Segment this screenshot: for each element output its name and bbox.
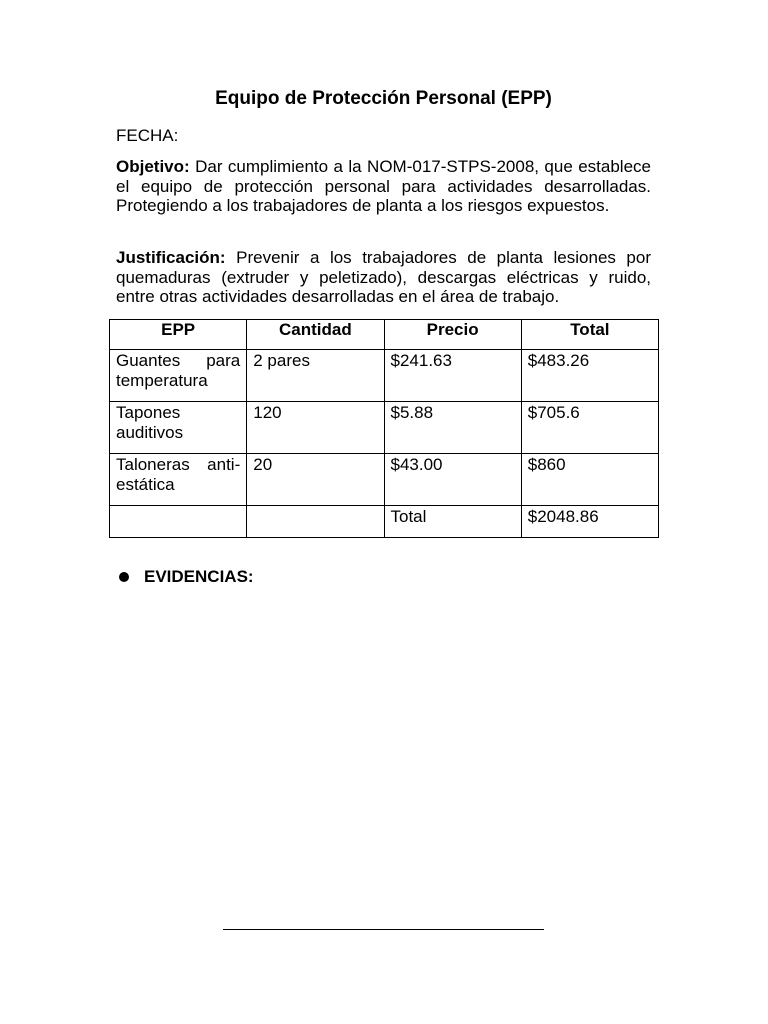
table-header-row [110,320,659,350]
objetivo-text: Dar cumplimiento a la NOM-017-STPS-2008, que establece el equipo de protección personal para actividades desarrolladas. Protegiendo a los trabajadores de planta a los riesgos expuestos. [116,157,651,215]
cell-total: $483.26 [521,350,658,402]
evidencias-label: EVIDENCIAS: [144,567,254,586]
cell-epp-line2: estática [116,475,175,494]
header-cantidad: Cantidad [247,320,384,350]
cell-epp-line1: Tapones [116,403,181,422]
cell-epp-line2: temperatura [116,371,208,390]
cell-precio: $5.88 [384,402,521,454]
cell-grand-total: $2048.86 [521,506,658,538]
justificacion-label: Justificación: [116,248,226,267]
objetivo-paragraph [116,157,651,216]
cell-epp [110,402,247,454]
cell-total: $860 [521,454,658,506]
fecha-label: FECHA: [116,126,179,145]
document-title: Equipo de Protección Personal (EPP) [215,88,552,109]
objetivo-label: Objetivo: [116,157,190,176]
cell-epp [110,350,247,402]
cell-epp [110,454,247,506]
table-row [110,350,659,402]
cell-epp-line1: Guantes para [116,351,241,370]
evidencias-heading [116,567,254,587]
cell-cantidad: 2 pares [247,350,384,402]
cell-cantidad: 20 [247,454,384,506]
table-total-row [110,506,659,538]
cell-cantidad: 120 [247,402,384,454]
header-precio: Precio [384,320,521,350]
table-row [110,454,659,506]
justificacion-text: Prevenir a los trabajadores de planta lesiones por quemaduras (extruder y peletizado), descargas eléctricas y ruido, entre otras actividades desarrolladas en el área de trabajo. [116,248,651,306]
epp-table [109,319,659,538]
signature-line [223,929,544,930]
bullet-icon [119,572,129,582]
table-row [110,402,659,454]
header-total: Total [521,320,658,350]
header-epp: EPP [110,320,247,350]
cell-total-label: Total [384,506,521,538]
justificacion-paragraph [116,248,651,307]
cell-empty [247,506,384,538]
cell-empty [110,506,247,538]
cell-precio: $43.00 [384,454,521,506]
cell-total: $705.6 [521,402,658,454]
cell-precio: $241.63 [384,350,521,402]
cell-epp-line1: Taloneras anti- [116,455,241,474]
cell-epp-line2: auditivos [116,423,184,442]
